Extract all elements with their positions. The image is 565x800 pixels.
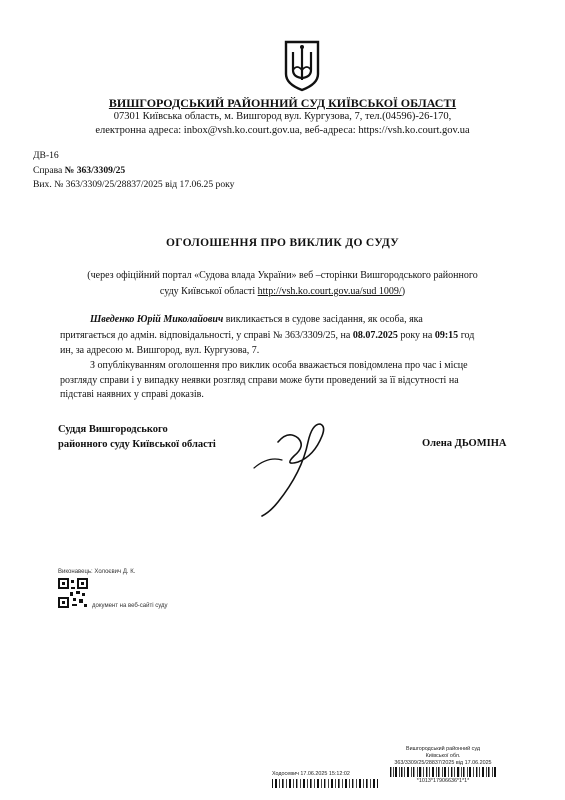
paragraph-2-line-1: З опублікуванням оголошення про виклик особа вважається повідомлена про час і місце bbox=[90, 360, 468, 371]
stamp-barcode bbox=[390, 767, 498, 777]
qr-caption: документ на веб-сайті суду bbox=[92, 603, 168, 609]
stamp-line-2: Київської обл. bbox=[425, 753, 461, 759]
court-name: ВИШГОРОДСЬКИЙ РАЙОННИЙ СУД КИЇВСЬКОЇ ОБЛАСТІ bbox=[108, 96, 457, 110]
notice-title: ОГОЛОШЕННЯ ПРО ВИКЛИК ДО СУДУ bbox=[166, 237, 399, 249]
person-name: Шведенко Юрій Миколайович bbox=[90, 314, 224, 325]
signer-role-line2: районного суду Київської області bbox=[58, 439, 216, 450]
form-code: ДВ-16 bbox=[33, 150, 59, 161]
hearing-time: 09:15 bbox=[434, 330, 459, 341]
hearing-date: 08.07.2025 bbox=[352, 330, 398, 341]
case-number: № 363/3309/25 bbox=[64, 165, 126, 176]
stamp-timestamp: Ходосевич 17.06.2025 15:12:02 bbox=[272, 771, 350, 777]
paragraph-2-line-3: підставі наявних у справі доказів. bbox=[60, 389, 204, 400]
court-contacts: електронна адреса: inbox@vsh.ko.court.gov.ua, веб-адреса: https://vsh.ko.court.gov.ua bbox=[95, 125, 470, 136]
handwritten-signature bbox=[248, 412, 348, 522]
coat-of-arms-icon bbox=[283, 40, 321, 92]
stamp-line-1: Вишгородський районний суд bbox=[405, 746, 481, 752]
notice-subtitle-line2: суду Київської області http://vsh.ko.court.gov.ua/sud 1009/) bbox=[159, 286, 406, 297]
paragraph-1-line-1: Шведенко Юрій Миколайович викликається в судове засідання, як особа, яка bbox=[90, 314, 423, 325]
stamp-line-3: 363/3309/25/28837/2025 від 17.06.2025 bbox=[394, 760, 492, 766]
paragraph-1-line-2: притягається до адмін. відповідальності, у справі № 363/3309/25, на 08.07.2025 року на 09:15 год bbox=[60, 330, 475, 341]
stamp-barcode-text: *1013*17906636*1*1* bbox=[416, 778, 470, 784]
court-address: 07301 Київська область, м. Вишгород вул. Кургузова, 7, тел.(04596)-26-170, bbox=[113, 111, 452, 122]
timestamp-barcode bbox=[272, 779, 380, 788]
court-web-link[interactable]: http://vsh.ko.court.gov.ua/sud 1009/ bbox=[257, 286, 402, 297]
executor-name: Виконавець: Холоєвич Д. К. bbox=[58, 569, 136, 575]
paragraph-1-line-3: ин, за адресою м. Вишгород, вул. Кургузова, 7. bbox=[60, 345, 260, 356]
signer-role-line1: Суддя Вишгородського bbox=[58, 424, 168, 435]
judge-name: Олена ДЬОМІНА bbox=[422, 438, 507, 449]
paragraph-2-line-2: розгляду справи і у випадку неявки розгляд справи може бути проведений за її відсутності на bbox=[60, 375, 459, 386]
notice-subtitle-line1: (через офіційний портал «Судова влада України» веб –сторінки Вишгородського районного bbox=[87, 270, 478, 281]
outgoing-number: Вих. № 363/3309/25/28837/2025 від 17.06.25 року bbox=[33, 179, 235, 190]
case-number-line: Справа № 363/3309/25 bbox=[33, 165, 126, 176]
qr-code-icon bbox=[58, 578, 88, 608]
